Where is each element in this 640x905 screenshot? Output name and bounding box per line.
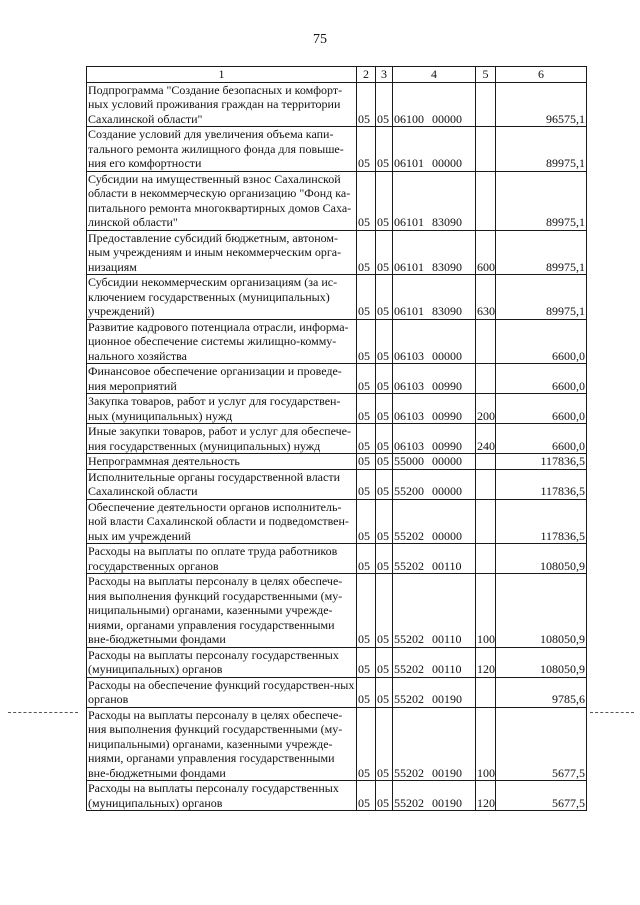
program-code: 55202	[394, 692, 424, 706]
program-code: 06103	[394, 378, 424, 393]
program-code: 06101	[394, 215, 424, 229]
row-description: Расходы на выплаты персоналу в целях обеспече-ния выполнения функций государственными (му-ниципальными) органами, казенными учрежде-ниями, органами управления государственными вне-бюджетными фондами	[87, 574, 357, 648]
amount: 6600,0	[496, 364, 587, 394]
program-code: 06103	[394, 408, 424, 423]
expense-type-code	[476, 319, 496, 364]
subsection-code: 05	[376, 394, 393, 424]
table-row	[87, 230, 587, 275]
amount: 96575,1	[496, 82, 587, 127]
column-header: 6	[496, 67, 587, 83]
expense-type-code: 200	[476, 394, 496, 424]
amount: 108050,9	[496, 574, 587, 648]
expense-type-code	[476, 364, 496, 394]
target-article-code	[393, 424, 476, 454]
subsection-code: 05	[376, 275, 393, 320]
row-description: Исполнительные органы государственной власти Сахалинской области	[87, 469, 357, 499]
row-description: Подпрограмма "Создание безопасных и комфорт-ных условий проживания граждан на территории Сахалинской области"	[87, 82, 357, 127]
subsection-code: 05	[376, 677, 393, 707]
target-article-code	[393, 394, 476, 424]
table-row	[87, 574, 587, 648]
amount: 89975,1	[496, 127, 587, 172]
amount: 108050,9	[496, 647, 587, 677]
amount: 5677,5	[496, 781, 587, 811]
table-row	[87, 647, 587, 677]
program-code: 55202	[394, 528, 424, 543]
expense-type-code	[476, 469, 496, 499]
expense-type-code	[476, 127, 496, 172]
subsection-code: 05	[376, 454, 393, 470]
section-code: 05	[357, 707, 376, 781]
row-description: Расходы на выплаты персоналу государственных (муниципальных) органов	[87, 781, 357, 811]
program-code: 55000	[394, 454, 424, 468]
target-article-code	[393, 127, 476, 172]
margin-dash-right	[590, 712, 634, 713]
table-row	[87, 127, 587, 172]
section-code: 05	[357, 469, 376, 499]
direction-code: 00000	[432, 111, 462, 126]
amount: 108050,9	[496, 544, 587, 574]
subsection-code: 05	[376, 544, 393, 574]
amount: 6600,0	[496, 424, 587, 454]
amount: 89975,1	[496, 275, 587, 320]
target-article-code	[393, 319, 476, 364]
direction-code: 00110	[432, 662, 462, 676]
section-code: 05	[357, 677, 376, 707]
direction-code: 00190	[432, 795, 462, 810]
row-description: Закупка товаров, работ и услуг для государствен-ных (муниципальных) нужд	[87, 394, 357, 424]
target-article-code	[393, 82, 476, 127]
direction-code: 00000	[432, 484, 462, 498]
subsection-code: 05	[376, 424, 393, 454]
section-code: 05	[357, 647, 376, 677]
subsection-code: 05	[376, 707, 393, 781]
table-row	[87, 707, 587, 781]
row-description: Расходы на выплаты персоналу в целях обеспече-ния выполнения функций государственными (му-ниципальными) органами, казенными учрежде-ниями, органами управления государственными вне-бюджетными фондами	[87, 707, 357, 781]
column-header: 3	[376, 67, 393, 83]
direction-code: 83090	[432, 259, 462, 274]
amount: 89975,1	[496, 230, 587, 275]
target-article-code	[393, 499, 476, 544]
amount: 9785,6	[496, 677, 587, 707]
row-description: Расходы на обеспечение функций государствен-ных органов	[87, 677, 357, 707]
direction-code: 00190	[432, 765, 462, 780]
target-article-code	[393, 781, 476, 811]
row-description: Финансовое обеспечение организации и проведе-ния мероприятий	[87, 364, 357, 394]
section-code: 05	[357, 544, 376, 574]
table-row	[87, 171, 587, 230]
program-code: 55202	[394, 558, 424, 573]
section-code: 05	[357, 454, 376, 470]
target-article-code	[393, 707, 476, 781]
subsection-code: 05	[376, 82, 393, 127]
program-code: 55202	[394, 765, 424, 780]
expense-type-code	[476, 677, 496, 707]
row-description: Расходы на выплаты персоналу государственных (муниципальных) органов	[87, 647, 357, 677]
subsection-code: 05	[376, 499, 393, 544]
direction-code: 00990	[432, 408, 462, 423]
direction-code: 00990	[432, 438, 462, 453]
program-code: 55202	[394, 795, 424, 810]
subsection-code: 05	[376, 781, 393, 811]
expense-type-code: 120	[476, 647, 496, 677]
section-code: 05	[357, 82, 376, 127]
expense-type-code: 600	[476, 230, 496, 275]
target-article-code	[393, 647, 476, 677]
direction-code: 00190	[432, 692, 462, 706]
row-description: Субсидии некоммерческим организациям (за ис-ключением государственных (муниципальных) учреждений)	[87, 275, 357, 320]
section-code: 05	[357, 424, 376, 454]
expense-type-code	[476, 171, 496, 230]
table-row	[87, 544, 587, 574]
margin-dash-left	[8, 712, 78, 713]
expense-type-code	[476, 499, 496, 544]
row-description: Обеспечение деятельности органов исполнитель-ной власти Сахалинской области и подведомствен-ных им учреждений	[87, 499, 357, 544]
target-article-code	[393, 171, 476, 230]
table-row	[87, 275, 587, 320]
expense-type-code: 100	[476, 707, 496, 781]
row-description: Непрограммная деятельность	[87, 454, 357, 470]
section-code: 05	[357, 127, 376, 172]
direction-code: 00110	[432, 558, 462, 573]
program-code: 06101	[394, 304, 424, 318]
amount: 6600,0	[496, 319, 587, 364]
program-code: 55202	[394, 632, 424, 646]
table-row	[87, 469, 587, 499]
section-code: 05	[357, 319, 376, 364]
subsection-code: 05	[376, 469, 393, 499]
expense-type-code	[476, 82, 496, 127]
table-row	[87, 677, 587, 707]
target-article-code	[393, 677, 476, 707]
row-description: Предоставление субсидий бюджетным, автоном-ным учреждениям и иным некоммерческим орга-низациям	[87, 230, 357, 275]
column-header: 2	[357, 67, 376, 83]
subsection-code: 05	[376, 574, 393, 648]
subsection-code: 05	[376, 319, 393, 364]
direction-code: 00000	[432, 156, 462, 170]
table-row	[87, 781, 587, 811]
table-row	[87, 364, 587, 394]
program-code: 06101	[394, 259, 424, 274]
direction-code: 00000	[432, 348, 462, 363]
expense-type-code	[476, 544, 496, 574]
amount: 6600,0	[496, 394, 587, 424]
table-row	[87, 454, 587, 470]
row-description: Развитие кадрового потенциала отрасли, информа-ционное обеспечение системы жилищно-комму-нального хозяйства	[87, 319, 357, 364]
row-description: Субсидии на имущественный взнос Сахалинской области в некоммерческую организацию "Фонд ка-питального ремонта многоквартирных домов Саха-линской области"	[87, 171, 357, 230]
section-code: 05	[357, 230, 376, 275]
table-row	[87, 82, 587, 127]
direction-code: 00990	[432, 378, 462, 393]
expense-type-code: 120	[476, 781, 496, 811]
expense-type-code: 100	[476, 574, 496, 648]
section-code: 05	[357, 499, 376, 544]
target-article-code	[393, 469, 476, 499]
target-article-code	[393, 275, 476, 320]
subsection-code: 05	[376, 647, 393, 677]
table-row	[87, 394, 587, 424]
column-number-row	[87, 67, 587, 83]
column-header: 1	[87, 67, 357, 83]
program-code: 06101	[394, 156, 424, 170]
target-article-code	[393, 454, 476, 470]
expense-type-code	[476, 454, 496, 470]
program-code: 06103	[394, 348, 424, 363]
direction-code: 00000	[432, 454, 462, 468]
row-description: Иные закупки товаров, работ и услуг для обеспече-ния государственных (муниципальных) нужд	[87, 424, 357, 454]
section-code: 05	[357, 574, 376, 648]
direction-code: 83090	[432, 304, 462, 318]
table-row	[87, 319, 587, 364]
subsection-code: 05	[376, 171, 393, 230]
table-row	[87, 499, 587, 544]
target-article-code	[393, 574, 476, 648]
amount: 117836,5	[496, 469, 587, 499]
page-number: 75	[313, 32, 327, 47]
amount: 89975,1	[496, 171, 587, 230]
target-article-code	[393, 364, 476, 394]
program-code: 06100	[394, 111, 424, 126]
column-header: 5	[476, 67, 496, 83]
program-code: 55200	[394, 484, 424, 498]
row-description: Создание условий для увеличения объема капи-тального ремонта жилищного фонда для повыше-ния его комфортности	[87, 127, 357, 172]
budget-table	[86, 66, 587, 811]
program-code: 06103	[394, 438, 424, 453]
table-row	[87, 424, 587, 454]
direction-code: 83090	[432, 215, 462, 229]
subsection-code: 05	[376, 127, 393, 172]
amount: 5677,5	[496, 707, 587, 781]
direction-code: 00000	[432, 528, 462, 543]
amount: 117836,5	[496, 499, 587, 544]
section-code: 05	[357, 275, 376, 320]
section-code: 05	[357, 781, 376, 811]
amount: 117836,5	[496, 454, 587, 470]
subsection-code: 05	[376, 364, 393, 394]
row-description: Расходы на выплаты по оплате труда работников государственных органов	[87, 544, 357, 574]
column-header: 4	[393, 67, 476, 83]
subsection-code: 05	[376, 230, 393, 275]
target-article-code	[393, 230, 476, 275]
section-code: 05	[357, 364, 376, 394]
expense-type-code: 630	[476, 275, 496, 320]
expense-type-code: 240	[476, 424, 496, 454]
direction-code: 00110	[432, 632, 462, 646]
section-code: 05	[357, 394, 376, 424]
target-article-code	[393, 544, 476, 574]
section-code: 05	[357, 171, 376, 230]
program-code: 55202	[394, 662, 424, 676]
